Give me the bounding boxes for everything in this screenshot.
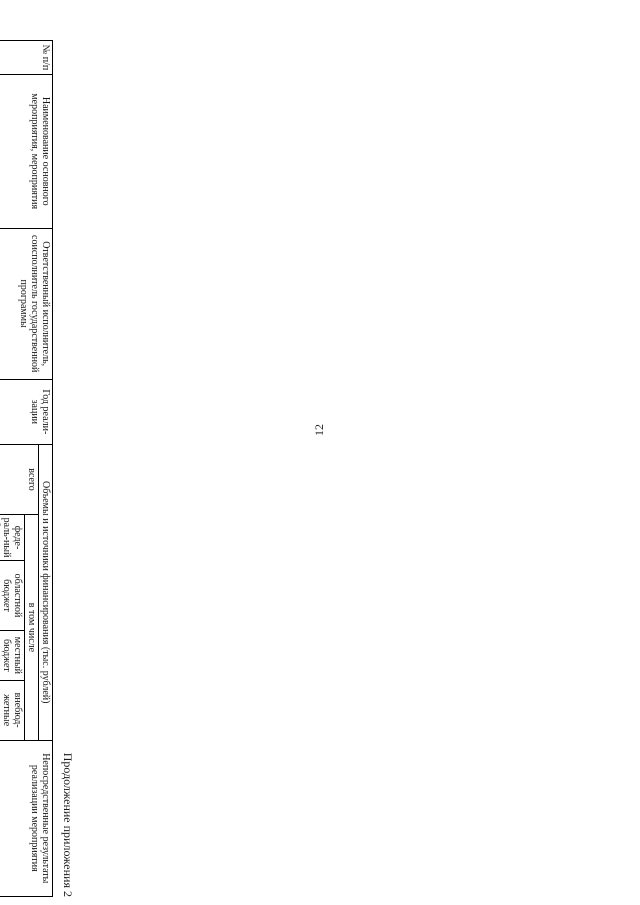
rotated-page — [1, 0, 623, 905]
header-no: № п/п — [0, 41, 53, 75]
funding-table — [0, 40, 53, 897]
header-local: местный бюджет — [0, 631, 25, 681]
header-regional: областной бюджет — [0, 560, 25, 630]
header-name: Наименование основного мероприятия, мероприятия — [0, 74, 53, 228]
header-responsible: Ответственный исполнитель, соисполнитель государственной программы — [0, 228, 53, 379]
header-extrabudget: внебюд-жетные — [0, 680, 25, 740]
header-year: Год реали-зации — [0, 379, 53, 444]
page-number: 12 — [312, 424, 326, 436]
header-funding: Объемы и источники финансирования (тыс. рублей) — [39, 444, 53, 740]
header-federal: феде-раль-ный — [0, 515, 25, 561]
header-results: Непосредственные результаты реализации мероприятия — [0, 740, 53, 896]
header-including: в том числе — [25, 515, 39, 740]
header-total: всего — [0, 444, 39, 514]
appendix-caption: Продолжение приложения 2 — [61, 752, 75, 897]
